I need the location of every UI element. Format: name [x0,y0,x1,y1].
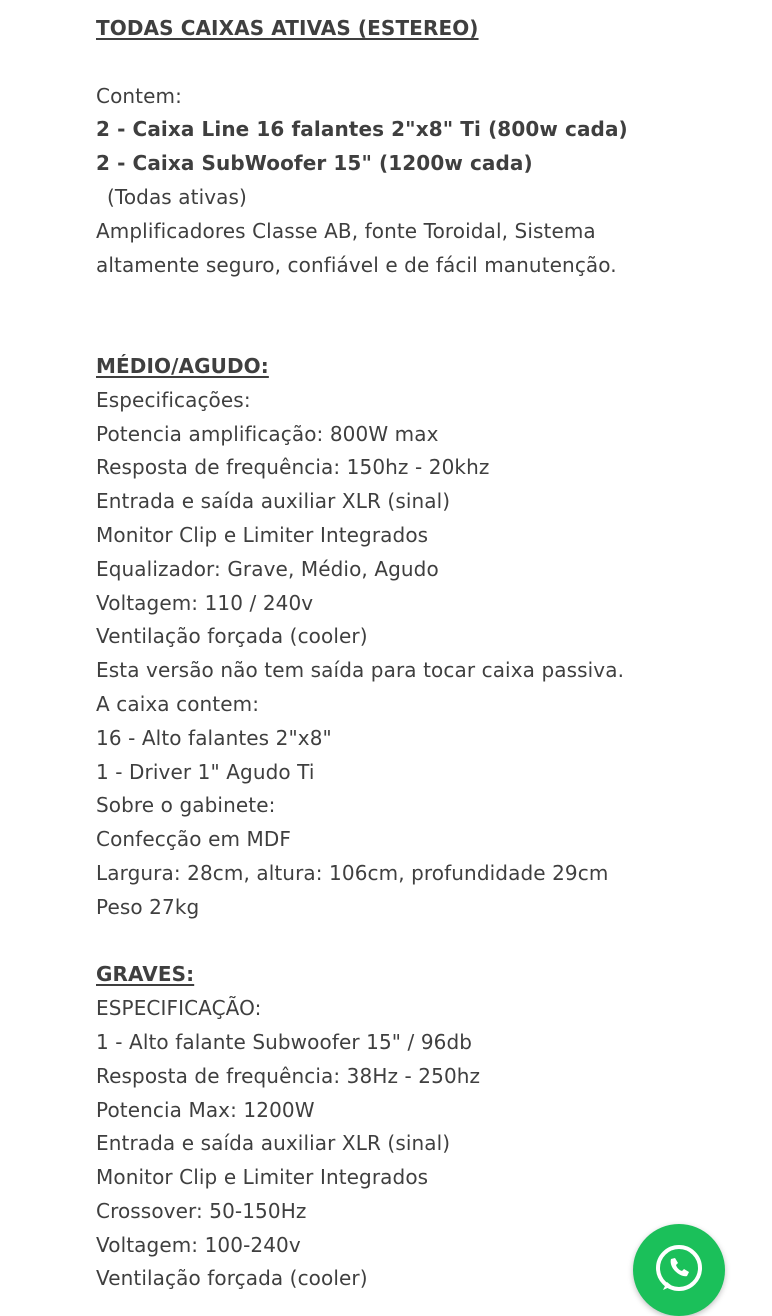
spec-line: 16 - Alto falantes 2"x8" [96,725,332,750]
spec-line: Esta versão não tem saída para tocar caixa passiva. [96,658,625,683]
spec-line: Sobre o gabinete: [96,793,276,818]
spec-line: 1 - Alto falante Subwoofer 15" / 96db [96,1029,473,1054]
spec-line: Entrada e saída auxiliar XLR (sinal) [96,1131,451,1156]
spec-line: A caixa contem: [96,691,260,716]
spec-line: Resposta de frequência: 150hz - 20khz [96,455,490,480]
spec-line: Monitor Clip e Limiter Integrados [96,522,429,547]
spec-line: Entrada e saída auxiliar XLR (sinal) [96,489,451,514]
whatsapp-chat-button[interactable] [633,1224,725,1316]
product-description [96,12,746,1296]
section-heading-medio-agudo: MÉDIO/AGUDO: [96,353,269,378]
spec-line: Ventilação forçada (cooler) [96,624,368,649]
spacer [96,282,746,316]
contents-item-line-speakers: 2 - Caixa Line 16 falantes 2"x8" Ti (800w cada) [96,117,628,142]
spec-line: Crossover: 50-150Hz [96,1198,307,1223]
spec-line: Confecção em MDF [96,827,291,852]
spec-line: Voltagem: 100-240v [96,1232,301,1257]
spacer [96,925,746,959]
spec-line: Potencia Max: 1200W [96,1097,315,1122]
contents-description-line-2: altamente seguro, confiável e de fácil manutenção. [96,252,617,277]
spacer [96,316,746,350]
contents-label: Contem: [96,83,182,108]
spec-line: Monitor Clip e Limiter Integrados [96,1165,429,1190]
whatsapp-icon [653,1242,705,1294]
spec-line: Largura: 28cm, altura: 106cm, profundidade 29cm [96,860,609,885]
spec-line: Voltagem: 110 / 240v [96,590,314,615]
spec-line: Resposta de frequência: 38Hz - 250hz [96,1063,481,1088]
spec-line: Equalizador: Grave, Médio, Agudo [96,556,439,581]
contents-description-line-1: Amplificadores Classe AB, fonte Toroidal, Sistema [96,218,596,243]
contents-note: (Todas ativas) [107,184,247,209]
spec-line: ESPECIFICAÇÃO: [96,996,262,1021]
spec-line: 1 - Driver 1" Agudo Ti [96,759,315,784]
spec-line: Ventilação forçada (cooler) [96,1266,368,1291]
spec-line: Especificações: [96,387,251,412]
spacer [96,46,746,80]
spec-line: Peso 27kg [96,894,200,919]
spec-line: Potencia amplificação: 800W max [96,421,439,446]
contents-item-subwoofers: 2 - Caixa SubWoofer 15" (1200w cada) [96,151,533,176]
page-title: TODAS CAIXAS ATIVAS (ESTEREO) [96,16,479,40]
section-heading-graves: GRAVES: [96,962,195,987]
